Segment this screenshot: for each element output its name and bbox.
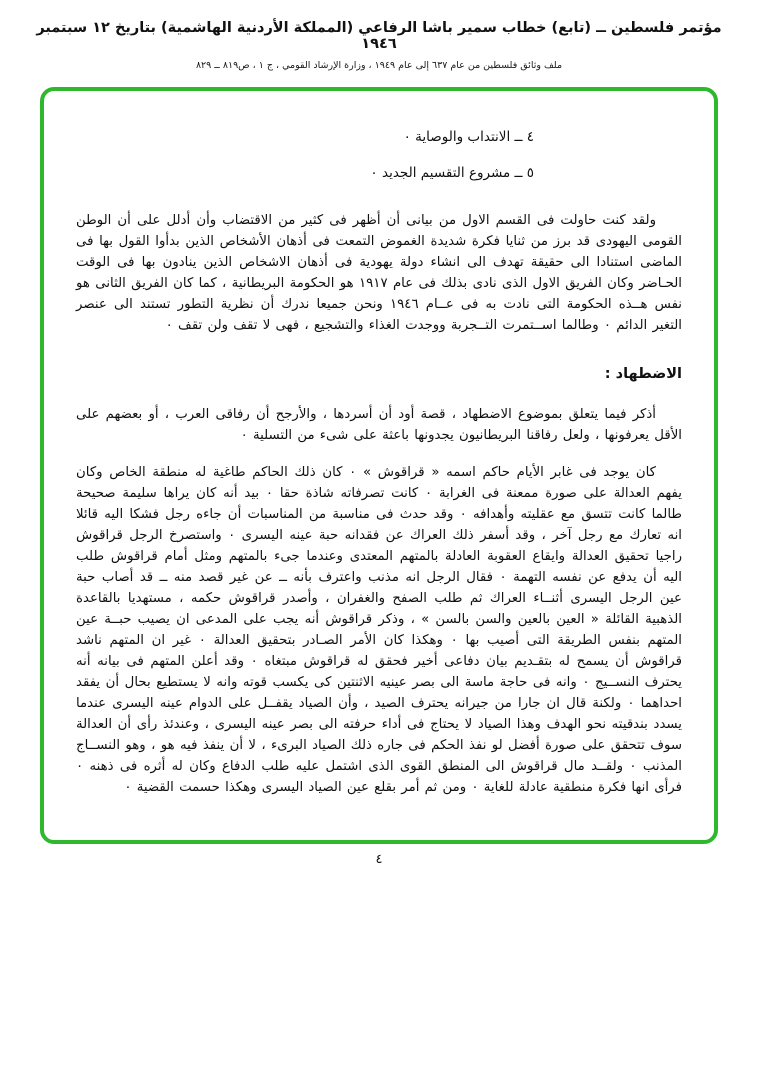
section-heading: الاضطهاد : xyxy=(604,366,682,383)
body-paragraph: كان يوجد فى غابر الأيام حاكم اسمه « قراقوش » ٠ كان ذلك الحاكم طاغية له منطقة الخاص وكان يفهم العدالة على صورة ممعنة فى الغرابة ٠ كانت تصرفاته شاذة حقا ٠ بيد أنه كان يراها سليمة صحيحة طالما كانت تتسق مع عقليته وأهدافه ٠ وقد حدث فى مناسبة من المناسبات أن جاءه رجل فشكا اليه قائلا انه تعارك مع رجل آخر ، وقد أسفر ذلك العراك عن فقدانه حبة عينه اليسرى ٠ واستصرخ الرجل قراقوش راجيا تحقيق العدالة وايقاع العقوبة العادلة بالمتهم المعتدى وعندما جىء بالمتهم ومثل أمام قراقوش طلب اليه أن يدفع عن نفسه التهمة ٠ فقال الرجل انه مذنب واعترف بأنه ــ عن غير قصد منه ــ قد أصاب حبة عين الرجل اليسرى أثنــاء العراك ثم طلب الصفح والغفران ، وأصدر قراقوش حكمه ، مستهديا بالقاعدة الذهبية القائلة « العين بالعين والسن بالسن » ، وذكر قراقوش أنه يجب على المدعى ان يصيب حبــة عين المتهم بنفس الطريقة التى أصيب بها ٠ وهكذا كان الأمر الصـادر بتحقيق العدالة ٠ غير ان المتهم ناشد قراقوش أن يسمح له بتقـديم بيان دفاعى أخير فحقق له قراقوش مبتغاه ٠ وقد أعلن المتهم فى بيانه أنه يحترف النســيج ٠ وانه فى حاجة ماسة الى بصر عينيه الاثنتين كى يكسب قوته وانه لا يستطيع بحال أن يفقد احداهما ٠ ولكنة قال ان جارا من جيرانه يحترف الصيد ، وأن الصياد يقفــل على الدوام عينه اليسرى عندما يسدد بندقيته نحو الهدف وهذا الصياد لا يحتاج فى أداء حرفته الى بصر عينه اليسرى ، وعندئذ رأى أن العدالة سوف تتحقق على صورة أفضل لو نفذ الحكم فى جاره ذلك الصياد البرىء ، لا أن ينفذ فيه هو ، وهو النســاج المذنب ٠ ولقــد مال قراقوش الى المنطق القوى الذى اشتمل عليه طلب الدفاع وكان له أثره فى ذهنه ٠ فرأى انها فكرة منطقية عادلة للغاية ٠ ومن ثم أمر بقلع عين الصياد اليسرى وهكذا حسمت القضية ٠ xyxy=(76,465,682,796)
list-item: ٥ ــ مشروع التقسيم الجديد ٠ xyxy=(370,164,534,181)
numbered-list xyxy=(76,127,534,184)
page-subtitle: ملف وثائق فلسطين من عام ٦٣٧ إلى عام ١٩٤٩ ، وزارة الإرشاد القومي ، ج ١ ، ص٨١٩ ــ ٨٢٩ xyxy=(195,60,563,71)
page-title: مؤتمر فلسطين ــ (تابع) خطاب سمير باشا الرفاعي (المملكة الأردنية الهاشمية) بتاريخ ١٢ سبتمبر ١٩٤٦ xyxy=(36,20,722,52)
body-paragraph: ولقد كنت حاولت فى القسم الاول من بيانى أن أظهر فى كثير من الاقتضاب وأن أدلل على أن الوطن القومى اليهودى قد برز من ثنايا فكرة شديدة الغموض التمعت فى أذهان الأشخاص الذين بدأوا القول بها فى الماضى استنادا الى حقيقة تهدف الى انشاء دولة يهودية فى أذهان الاشخاص الذين ينادون بها فى الوقت الحـاضر وكان الفريق الاول الذى نادى بذلك فى عام ١٩١٧ هو الحكومة البريطانية ، كما كان الفريق الثانى هو نفس هــذه الحكومة التى نادت به فى عــام ١٩٤٦ ونحن جميعا ندرك أن نظرية التطور تستند الى عنصر التغير الدائم ٠ وطالما اســتمرت التــجربة ووجدت الغذاء والتشجيع ، فهى لا تقف ولن تقف ٠ xyxy=(76,213,683,334)
body-paragraph: أذكر فيما يتعلق بموضوع الاضطهاد ، قصة أود أن أسردها ، والأرجح أن رفاقى العرب ، أو بعضهم على الأقل يعرفونها ، ولعل رفاقنا البريطانيون يجدونها باعثة على شىء من التسلية ٠ xyxy=(76,407,682,444)
page-number: ٤ xyxy=(375,852,383,868)
content-border-box xyxy=(40,87,718,844)
list-item: ٤ ــ الانتداب والوصاية ٠ xyxy=(403,129,534,145)
